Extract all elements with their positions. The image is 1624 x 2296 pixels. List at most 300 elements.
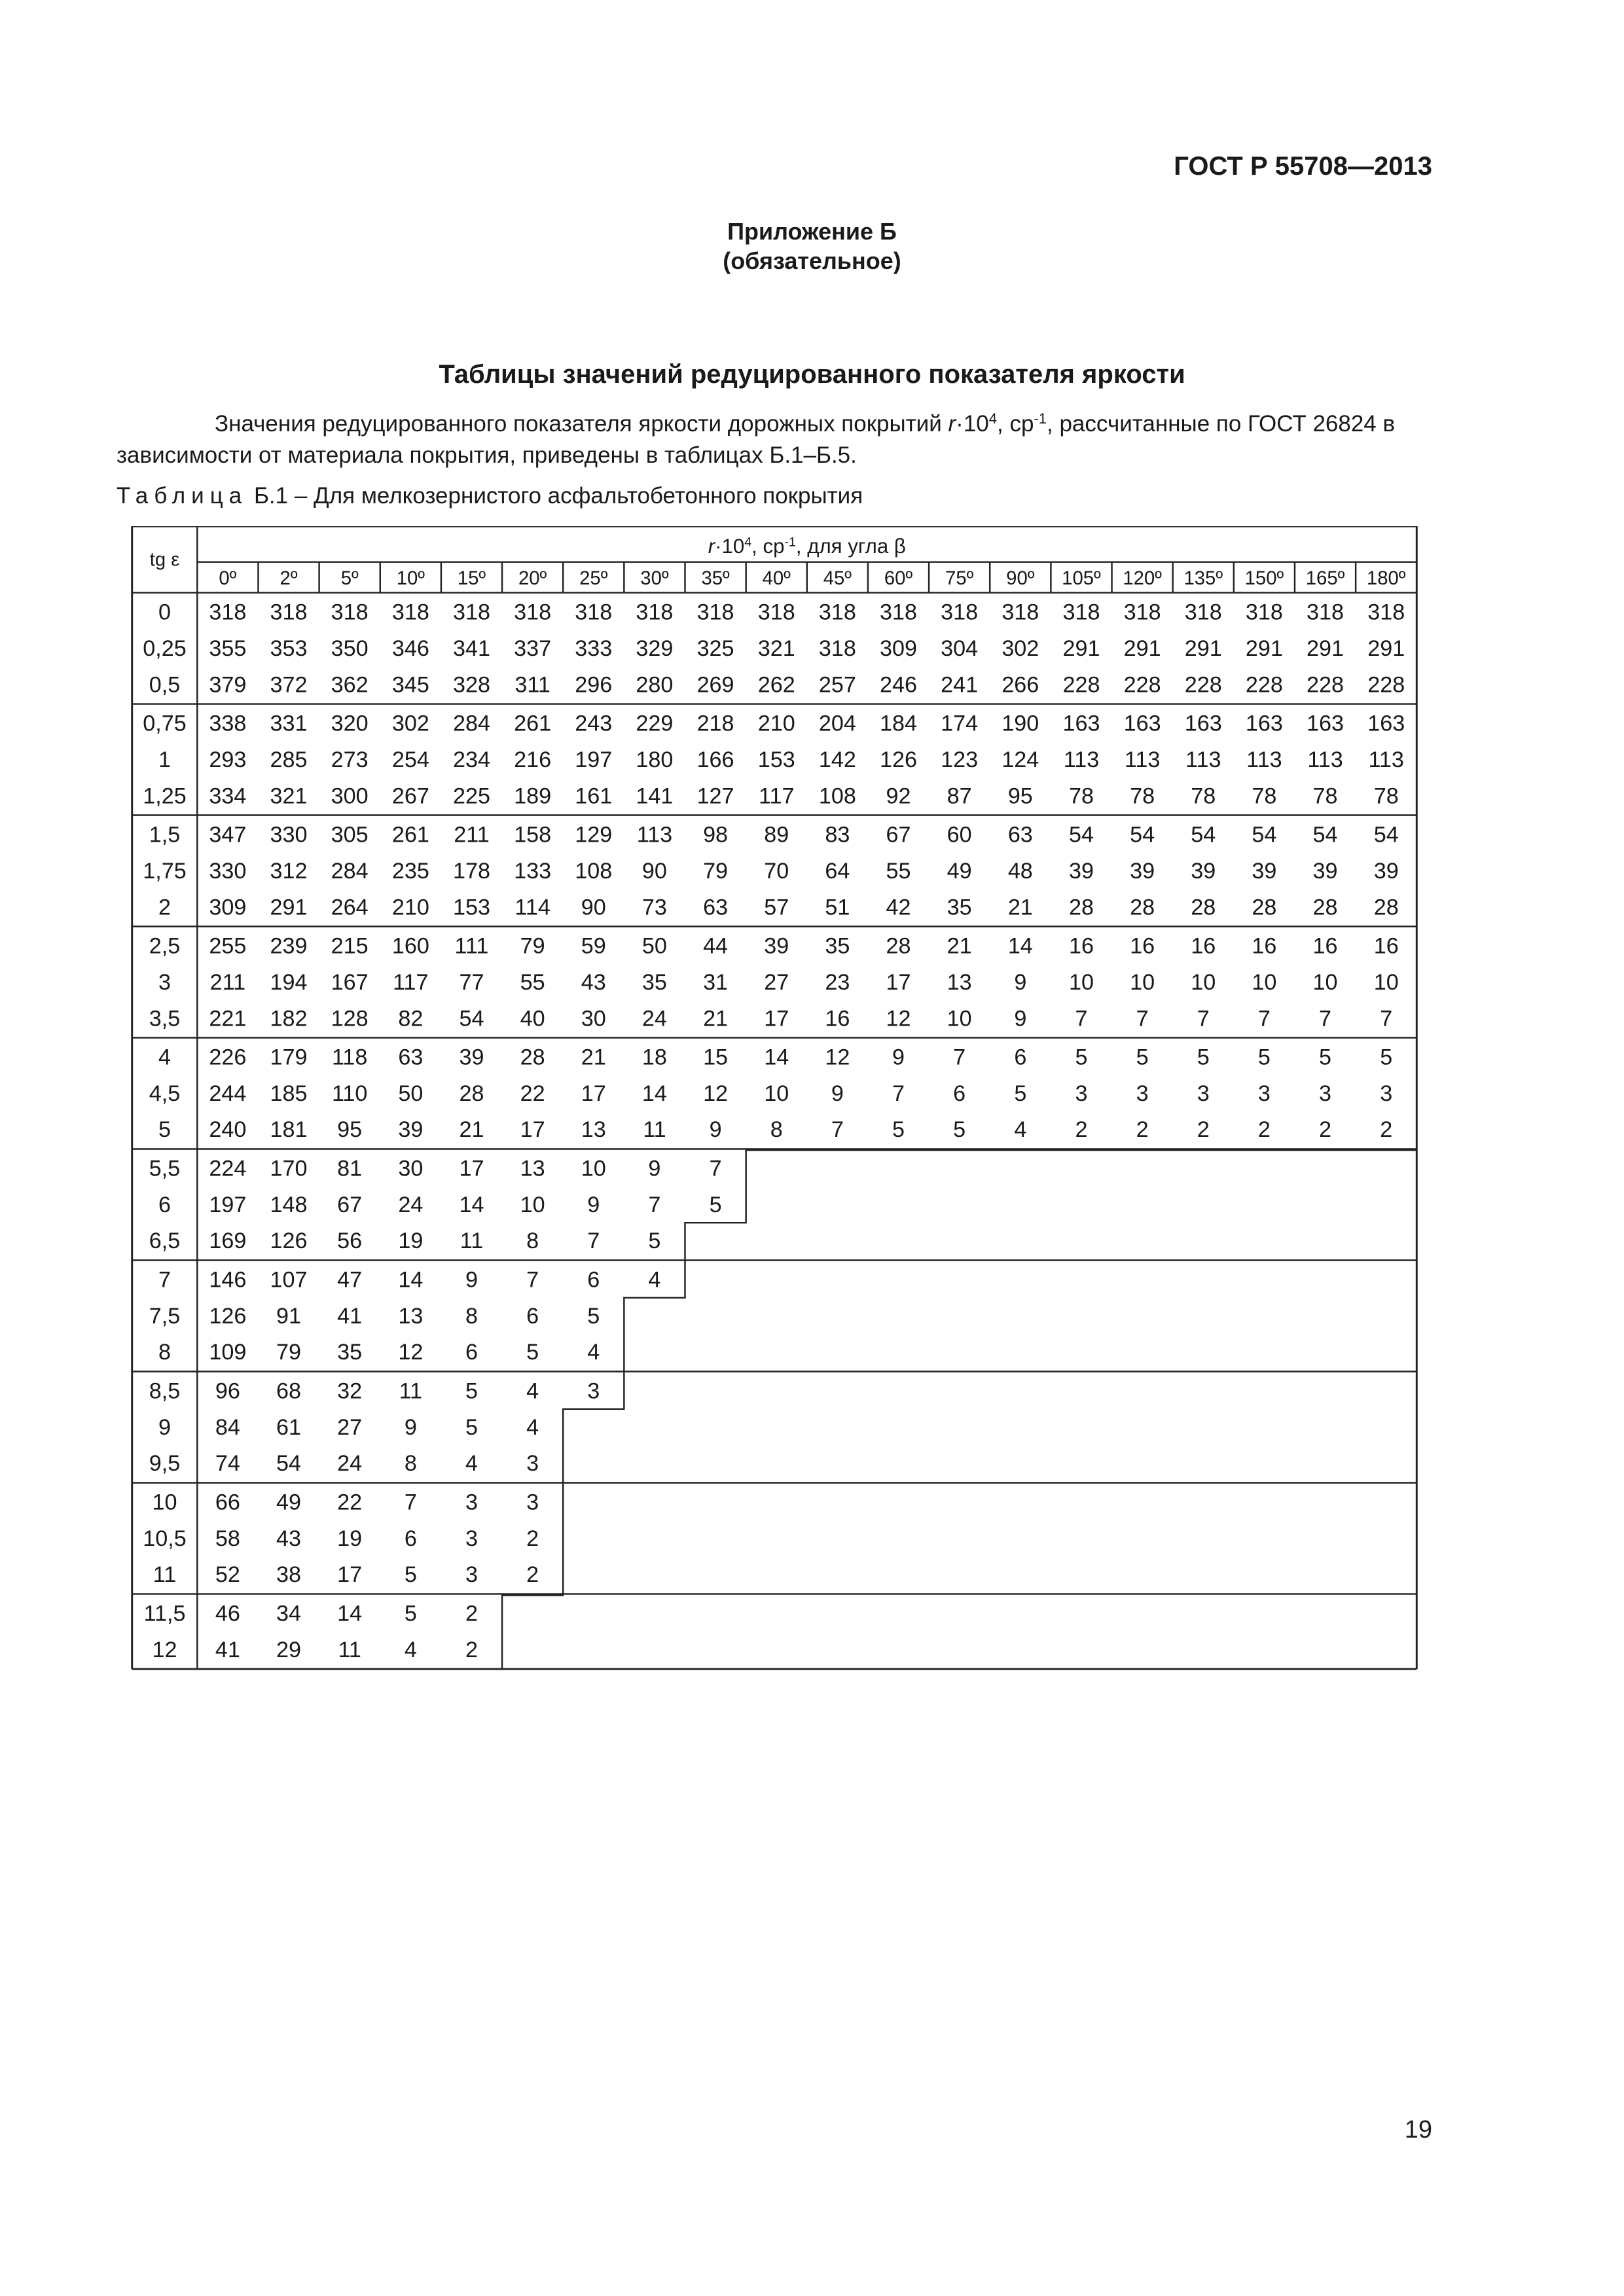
table-cell: 23: [825, 969, 850, 995]
table-cell: 10: [947, 1006, 972, 1031]
table-cell: 113: [1368, 747, 1404, 772]
table-cell: 4: [404, 1637, 417, 1662]
table-cell: 153: [452, 895, 490, 920]
table-cell: 58: [215, 1526, 240, 1551]
table-cell: 234: [452, 747, 490, 772]
table-cell: 266: [1001, 672, 1039, 698]
table-cell: 29: [276, 1637, 302, 1662]
table-cell: 54: [1373, 822, 1399, 848]
table-cell: 181: [270, 1117, 308, 1143]
table-cell: 70: [764, 858, 789, 884]
table-cell: 73: [641, 895, 667, 920]
table-cell: 39: [764, 933, 789, 959]
table-cell: 113: [1063, 747, 1100, 772]
table-cell: 5: [709, 1192, 722, 1217]
tg-value: 9: [158, 1414, 171, 1440]
table-cell: 285: [270, 747, 308, 772]
table-cell: 5: [404, 1562, 417, 1588]
table-cell: 146: [209, 1267, 247, 1293]
table-cell: 318: [1062, 600, 1100, 625]
table-cell: 24: [398, 1192, 424, 1217]
staircase-boundary: [502, 1150, 1416, 1669]
table-cell: 42: [886, 895, 911, 920]
table-cell: 22: [337, 1490, 363, 1515]
table-cell: 141: [636, 783, 674, 809]
table-cell: 15: [703, 1045, 729, 1070]
table-cell: 9: [587, 1192, 600, 1217]
table-cell: 7: [404, 1490, 417, 1515]
table-cell: 117: [393, 969, 429, 995]
table-cell: 10: [1191, 969, 1216, 995]
table-cell: 3: [465, 1490, 478, 1515]
table-cell: 4: [648, 1267, 661, 1293]
table-cell: 170: [270, 1156, 308, 1181]
table-cell: 96: [215, 1378, 240, 1404]
table-cell: 318: [391, 600, 429, 625]
table-cell: 337: [514, 636, 552, 661]
table-cell: 11: [399, 1378, 423, 1404]
table-cell: 241: [941, 672, 979, 698]
table-group-header-part: ·10: [715, 535, 745, 558]
table-cell: 108: [818, 783, 856, 809]
table-cell: 7: [1136, 1006, 1149, 1031]
table-cell: 54: [459, 1006, 484, 1031]
tg-value: 11: [153, 1562, 177, 1588]
table-cell: 28: [520, 1045, 545, 1070]
tg-value: 0: [158, 600, 171, 625]
table-cell: 43: [276, 1526, 302, 1551]
angle-header: 60º: [884, 567, 913, 589]
table-cell: 211: [209, 969, 246, 995]
table-cell: 5: [587, 1303, 600, 1329]
table-cell: 302: [391, 711, 429, 736]
table-cell: 318: [1184, 600, 1222, 625]
table-cell: 39: [459, 1045, 484, 1070]
table-cell: 35: [825, 933, 850, 959]
table-cell: 210: [391, 895, 429, 920]
table-cell: 133: [514, 858, 552, 884]
table-cell: 64: [825, 858, 850, 884]
table-group-header-part: 4: [744, 535, 752, 550]
table-cell: 204: [818, 711, 856, 736]
table-cell: 39: [1252, 858, 1277, 884]
table-cell: 118: [331, 1045, 368, 1070]
table-cell: 28: [1130, 895, 1155, 920]
table-cell: 74: [215, 1451, 240, 1477]
table-cell: 330: [270, 822, 308, 848]
table-cell: 153: [757, 747, 795, 772]
table-cell: 27: [764, 969, 789, 995]
table-cell: 254: [391, 747, 429, 772]
table-cell: 293: [209, 747, 247, 772]
table-cell: 163: [1307, 711, 1344, 736]
tg-value: 3: [158, 969, 171, 995]
table-cell: 39: [398, 1117, 424, 1143]
table-cell: 12: [886, 1006, 911, 1031]
table-cell: 284: [452, 711, 490, 736]
angle-header: 45º: [823, 567, 852, 589]
table-cell: 318: [1123, 600, 1161, 625]
table-cell: 5: [1319, 1045, 1332, 1070]
table-cell: 197: [209, 1192, 247, 1217]
table-cell: 78: [1312, 783, 1338, 809]
table-caption-text: Б.1 – Для мелкозернистого асфальтобетонного покрытия: [247, 483, 863, 509]
table-cell: 10: [1252, 969, 1277, 995]
table-cell: 28: [459, 1081, 484, 1106]
table-cell: 41: [215, 1637, 240, 1662]
table-cell: 9: [1014, 1006, 1027, 1031]
table-cell: 21: [947, 933, 972, 959]
table-cell: 47: [337, 1267, 363, 1293]
tg-value: 4: [158, 1045, 171, 1070]
tg-value: 2,5: [149, 933, 181, 959]
table-cell: 82: [398, 1006, 424, 1031]
table-cell: 5: [1257, 1045, 1271, 1070]
table-cell: 9: [1014, 969, 1027, 995]
table-cell: 8: [465, 1303, 478, 1329]
table-cell: 211: [454, 822, 490, 848]
table-group-header-part: r: [708, 535, 715, 558]
table-cell: 318: [880, 600, 918, 625]
table-cell: 331: [270, 711, 308, 736]
table-cell: 163: [1245, 711, 1283, 736]
tg-value: 0,5: [149, 672, 181, 698]
table-caption-label: Таблица: [117, 483, 248, 509]
table-cell: 5: [1014, 1081, 1027, 1106]
table-cell: 7: [1380, 1006, 1393, 1031]
table-cell: 174: [941, 711, 979, 736]
tg-value: 10: [152, 1490, 177, 1515]
table-cell: 244: [209, 1081, 247, 1106]
table-cell: 79: [520, 933, 545, 959]
table-cell: 239: [270, 933, 308, 959]
table-cell: 5: [465, 1378, 478, 1404]
table-cell: 38: [276, 1562, 302, 1588]
table-cell: 12: [825, 1045, 850, 1070]
table-cell: 180: [636, 747, 674, 772]
document-id: ГОСТ Р 55708—2013: [1174, 152, 1432, 181]
table-cell: 54: [1252, 822, 1277, 848]
table-cell: 57: [764, 895, 789, 920]
table-cell: 39: [1373, 858, 1399, 884]
table-cell: 280: [636, 672, 674, 698]
table-cell: 318: [514, 600, 552, 625]
table-cell: 2: [526, 1526, 539, 1551]
tg-value: 8: [158, 1340, 171, 1365]
table-cell: 341: [452, 636, 490, 661]
table-cell: 39: [1312, 858, 1338, 884]
table-cell: 210: [757, 711, 795, 736]
table-cell: 17: [337, 1562, 363, 1588]
table-cell: 304: [941, 636, 979, 661]
table-cell: 318: [1245, 600, 1283, 625]
table-cell: 54: [276, 1451, 302, 1477]
table-cell: 21: [581, 1045, 606, 1070]
table-cell: 318: [575, 600, 613, 625]
table-cell: 35: [337, 1340, 363, 1365]
table-cell: 261: [391, 822, 429, 848]
table-cell: 59: [581, 933, 606, 959]
table-cell: 300: [331, 783, 369, 809]
table-cell: 10: [581, 1156, 606, 1181]
tg-value: 0,75: [143, 711, 187, 736]
table-cell: 3: [1319, 1081, 1332, 1106]
table-cell: 107: [270, 1267, 308, 1293]
table-cell: 46: [215, 1601, 240, 1626]
table-cell: 28: [1068, 895, 1094, 920]
table-cell: 2: [526, 1562, 539, 1588]
table-cell: 83: [825, 822, 850, 848]
angle-header: 150º: [1244, 567, 1284, 589]
tg-value: 6,5: [149, 1229, 181, 1254]
table-group-header-part: -1: [784, 535, 796, 550]
table-cell: 228: [1123, 672, 1161, 698]
table-cell: 7: [1319, 1006, 1332, 1031]
table-cell: 284: [331, 858, 369, 884]
table-cell: 7: [1075, 1006, 1088, 1031]
tg-value: 1: [158, 747, 171, 772]
table-cell: 257: [818, 672, 856, 698]
table-cell: 5: [465, 1414, 478, 1440]
table-cell: 4: [587, 1340, 600, 1365]
table-cell: 126: [880, 747, 918, 772]
table-cell: 347: [209, 822, 247, 848]
table-cell: 21: [1007, 895, 1033, 920]
table-cell: 189: [514, 783, 552, 809]
angle-header: 10º: [396, 567, 425, 589]
table-cell: 3: [526, 1490, 539, 1515]
table-cell: 124: [1001, 747, 1039, 772]
tg-value: 5: [158, 1117, 171, 1143]
table-cell: 5: [1075, 1045, 1088, 1070]
table-cell: 318: [636, 600, 674, 625]
table-cell: 17: [764, 1006, 789, 1031]
table-cell: 240: [209, 1117, 247, 1143]
table-cell: 51: [825, 895, 850, 920]
table-cell: 6: [1014, 1045, 1027, 1070]
table-cell: 98: [703, 822, 729, 848]
table-cell: 68: [276, 1378, 302, 1404]
table-cell: 13: [581, 1117, 606, 1143]
table-cell: 19: [337, 1526, 363, 1551]
table-cell: 19: [398, 1229, 424, 1254]
table-cell: 190: [1001, 711, 1039, 736]
intro-exp-1: 4: [988, 410, 998, 427]
table-cell: 302: [1001, 636, 1039, 661]
table-cell: 372: [270, 672, 308, 698]
table-cell: 318: [757, 600, 795, 625]
table-cell: 291: [1367, 636, 1405, 661]
table-cell: 110: [331, 1081, 368, 1106]
table-cell: 5: [1136, 1045, 1149, 1070]
table-cell: 7: [526, 1267, 539, 1293]
table-cell: 166: [696, 747, 734, 772]
table-cell: 4: [1014, 1117, 1027, 1143]
tg-value: 1,75: [143, 858, 187, 884]
table-cell: 28: [1312, 895, 1338, 920]
table-cell: 318: [452, 600, 490, 625]
table-cell: 77: [459, 969, 484, 995]
table-cell: 95: [1007, 783, 1033, 809]
table-cell: 16: [1373, 933, 1399, 959]
table-cell: 84: [215, 1414, 240, 1440]
table-cell: 78: [1130, 783, 1155, 809]
table-cell: 10: [520, 1192, 545, 1217]
angle-header: 165º: [1305, 567, 1345, 589]
table-cell: 243: [575, 711, 613, 736]
table-cell: 321: [270, 783, 308, 809]
table-cell: 13: [947, 969, 972, 995]
table-cell: 123: [941, 747, 979, 772]
table-cell: 160: [391, 933, 429, 959]
table-cell: 3: [1197, 1081, 1210, 1106]
tg-value: 7: [158, 1267, 171, 1293]
table-cell: 194: [270, 969, 308, 995]
table-cell: 12: [703, 1081, 729, 1106]
table-cell: 27: [337, 1414, 363, 1440]
table-cell: 7: [648, 1192, 661, 1217]
table-cell: 61: [276, 1414, 302, 1440]
table-cell: 49: [276, 1490, 302, 1515]
table-cell: 16: [1130, 933, 1155, 959]
table-cell: 113: [1246, 747, 1282, 772]
table-cell: 334: [209, 783, 247, 809]
table-cell: 30: [398, 1156, 424, 1181]
table-cell: 50: [398, 1081, 424, 1106]
table-cell: 3: [1075, 1081, 1088, 1106]
table-cell: 39: [1191, 858, 1216, 884]
table-cell: 5: [648, 1229, 661, 1254]
table-cell: 338: [209, 711, 247, 736]
table-cell: 16: [825, 1006, 850, 1031]
table-cell: 28: [1191, 895, 1216, 920]
table-cell: 52: [215, 1562, 240, 1588]
angle-header: 0º: [219, 567, 237, 589]
table-cell: 7: [953, 1045, 966, 1070]
table-cell: 16: [1191, 933, 1216, 959]
table-cell: 113: [636, 822, 673, 848]
table-group-header-part: , ср: [751, 535, 785, 558]
table-cell: 90: [641, 858, 667, 884]
table-cell: 318: [1367, 600, 1405, 625]
table-cell: 63: [703, 895, 729, 920]
table-cell: 10: [1130, 969, 1155, 995]
table-cell: 228: [1367, 672, 1405, 698]
appendix-status: (обязательное): [723, 247, 901, 274]
table-cell: 3: [1380, 1081, 1393, 1106]
table-cell: 56: [337, 1229, 363, 1254]
table-cell: 264: [331, 895, 369, 920]
intro-text-4: , рассчитанные по ГОСТ 26824 в зависимости от материала покрытия, приведены в таблицах Б.1–Б.5.: [117, 411, 1396, 468]
angle-header: 135º: [1183, 567, 1223, 589]
tg-value: 10,5: [143, 1526, 187, 1551]
tg-value: 2: [158, 895, 171, 920]
table-cell: 14: [1007, 933, 1033, 959]
table-cell: 6: [404, 1526, 417, 1551]
table-cell: 9: [404, 1414, 417, 1440]
table-cell: 39: [1130, 858, 1155, 884]
table-cell: 224: [209, 1156, 247, 1181]
angle-header: 25º: [579, 567, 608, 589]
table-cell: 333: [575, 636, 613, 661]
table-cell: 3: [465, 1562, 478, 1588]
table-cell: 362: [331, 672, 369, 698]
table-cell: 148: [270, 1192, 308, 1217]
table-cell: 185: [270, 1081, 308, 1106]
table-cell: 111: [454, 933, 489, 959]
table-cell: 34: [276, 1601, 302, 1626]
table-cell: 309: [209, 895, 247, 920]
table-cell: 129: [575, 822, 613, 848]
page-number: 19: [1404, 2116, 1432, 2144]
table-cell: 228: [1184, 672, 1222, 698]
table-cell: 197: [575, 747, 613, 772]
tg-value: 7,5: [149, 1303, 181, 1329]
table-cell: 329: [636, 636, 674, 661]
table-cell: 30: [581, 1006, 606, 1031]
table-cell: 312: [270, 858, 308, 884]
table-cell: 346: [391, 636, 429, 661]
table-cell: 350: [331, 636, 369, 661]
table-cell: 40: [520, 1006, 545, 1031]
intro-text-1: Значения редуцированного показателя яркости дорожных покрытий: [215, 411, 948, 437]
table-cell: 325: [696, 636, 734, 661]
table-cell: 18: [641, 1045, 667, 1070]
table-cell: 35: [641, 969, 667, 995]
table-cell: 2: [1257, 1117, 1271, 1143]
table-cell: 89: [764, 822, 789, 848]
table-cell: 291: [1123, 636, 1161, 661]
tg-value: 9,5: [149, 1451, 181, 1477]
table-cell: 22: [520, 1081, 545, 1106]
table-cell: 7: [709, 1156, 722, 1181]
table-cell: 318: [209, 600, 247, 625]
table-cell: 305: [331, 822, 369, 848]
table-cell: 35: [947, 895, 972, 920]
table-cell: 11: [460, 1229, 484, 1254]
table-cell: 179: [270, 1045, 308, 1070]
table-cell: 291: [1062, 636, 1100, 661]
tg-value: 12: [152, 1637, 177, 1662]
table-cell: 7: [892, 1081, 905, 1106]
table-cell: 87: [947, 783, 972, 809]
table-cell: 330: [209, 858, 247, 884]
table-cell: 114: [514, 895, 550, 920]
table-cell: 318: [331, 600, 369, 625]
table-cell: 108: [575, 858, 613, 884]
table-cell: 215: [331, 933, 369, 959]
table-cell: 7: [587, 1229, 600, 1254]
table-cell: 24: [641, 1006, 667, 1031]
table-cell: 113: [1185, 747, 1221, 772]
table-cell: 32: [337, 1378, 363, 1404]
angle-header: 35º: [701, 567, 730, 589]
table-cell: 218: [696, 711, 734, 736]
table-cell: 161: [575, 783, 613, 809]
tg-value: 0,25: [143, 636, 187, 661]
table-cell: 309: [880, 636, 918, 661]
table-cell: 54: [1130, 822, 1155, 848]
table-group-header-part: , для угла β: [795, 535, 906, 558]
table-cell: 14: [764, 1045, 789, 1070]
table-cell: 5: [526, 1340, 539, 1365]
table-cell: 158: [514, 822, 552, 848]
table-cell: 128: [331, 1006, 369, 1031]
table-cell: 163: [1123, 711, 1161, 736]
table-cell: 9: [465, 1267, 478, 1293]
table-cell: 8: [526, 1229, 539, 1254]
table-cell: 10: [1373, 969, 1399, 995]
